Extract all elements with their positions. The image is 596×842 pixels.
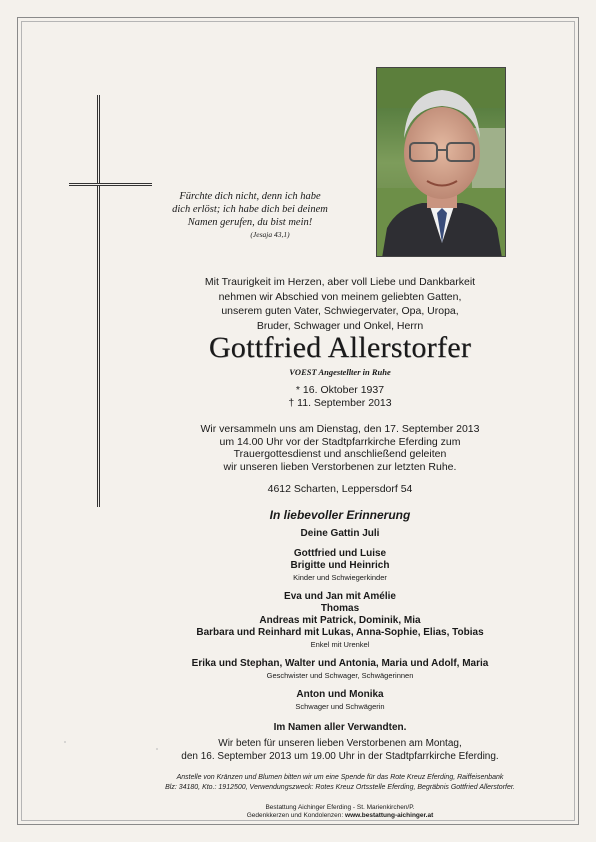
- closing-line: den 16. September 2013 um 19.00 Uhr in der Stadtpfarrkirche Eferding.: [181, 750, 499, 762]
- siblings-line: Erika und Stephan, Walter und Antonia, Maria und Adolf, Maria: [191, 658, 489, 669]
- website-link[interactable]: www.bestattung-aichinger.at: [345, 812, 434, 819]
- portrait-image: [377, 68, 506, 257]
- children-line: Brigitte und Heinrich: [290, 560, 390, 571]
- closing-line: Wir beten für unseren lieben Verstorbenen am Montag,: [218, 738, 462, 749]
- children-line: Gottfried und Luise: [293, 548, 387, 559]
- occupation: VOEST Angestellter in Ruhe: [289, 367, 391, 377]
- donation-note: [140, 773, 540, 792]
- donation-line: Blz: 34180, Kto.: 1912500, Verwendungszweck: Rotes Kreuz Ortsstelle Eferding, Begräbnis Gottfried Allerstorfer.: [165, 783, 515, 791]
- children-label: Kinder und Schwiegerkinder: [293, 573, 387, 582]
- deceased-name: Gottfried Allerstorfer: [208, 331, 472, 364]
- closing-text: [140, 738, 540, 763]
- intro-line: nehmen wir Abschied von meinem geliebten Gatten,: [218, 290, 462, 303]
- grandchildren-line: Andreas mit Patrick, Dominik, Mia: [259, 615, 421, 626]
- verse-line: Namen gerufen, du bist mein!: [187, 217, 313, 228]
- intro-text: [140, 275, 540, 333]
- cross-horizontal-bar: [69, 183, 152, 186]
- grandchildren-label: Enkel mit Urenkel: [310, 640, 370, 649]
- portrait-photo: [376, 67, 506, 257]
- inlaws-label: Schwager und Schwägerin: [295, 702, 385, 711]
- relatives-line: Im Namen aller Verwandten.: [273, 722, 407, 733]
- siblings-label: Geschwister und Schwager, Schwägerinnen: [266, 671, 414, 680]
- cross-vertical-bar: [97, 95, 100, 507]
- verse-source: (Jesaja 43,1): [250, 230, 290, 239]
- grandchildren-line: Eva und Jan mit Amélie: [284, 591, 396, 602]
- intro-line: unserem guten Vater, Schwiegervater, Opa, Uropa,: [221, 305, 459, 317]
- wife: Deine Gattin Juli: [300, 528, 380, 539]
- grandchildren-line: Thomas: [320, 603, 360, 614]
- intro-line: Mit Traurigkeit im Herzen, aber voll Liebe und Dankbarkeit: [204, 276, 476, 288]
- grandchildren-line: Barbara und Reinhard mit Lukas, Anna-Sophie, Elias, Tobias: [196, 627, 484, 638]
- footer-line: Bestattung Aichinger Eferding - St. Marienkirchen/P.: [265, 804, 415, 811]
- life-dates: [140, 384, 540, 410]
- speck: [64, 741, 66, 743]
- verse-line: dich erlöst; ich habe dich bei deinem: [172, 204, 328, 215]
- address: 4612 Scharten, Leppersdorf 54: [267, 483, 413, 495]
- memory-heading: In liebevoller Erinnerung: [269, 508, 411, 522]
- intro-line: Bruder, Schwager und Onkel, Herrn: [256, 319, 424, 332]
- family-list: [140, 528, 540, 734]
- ceremony-line: Wir versammeln uns am Dienstag, den 17. September 2013: [200, 423, 480, 435]
- ceremony-text: [140, 423, 540, 473]
- inlaws-line: Anton und Monika: [296, 689, 384, 700]
- ceremony-line: um 14.00 Uhr vor der Stadtpfarrkirche Eferding zum: [219, 435, 461, 448]
- death-date: † 11. September 2013: [288, 397, 392, 409]
- donation-line: Anstelle von Kränzen und Blumen bitten wir um eine Spende für das Rote Kreuz Eferding, Raiffeisenbank: [176, 774, 504, 781]
- speck: [156, 748, 158, 750]
- bible-verse: [140, 190, 360, 240]
- birth-date: * 16. Oktober 1937: [295, 384, 385, 396]
- footer-line: [140, 812, 540, 820]
- ceremony-line: Trauergottesdienst und anschließend geleiten: [233, 448, 447, 460]
- ceremony-line: wir unseren lieben Verstorbenen zur letzten Ruhe.: [223, 460, 457, 473]
- verse-line: Fürchte dich nicht, denn ich habe: [179, 191, 321, 202]
- footer: [140, 804, 540, 820]
- footer-prefix: Gedenkkerzen und Kondolenzen:: [246, 812, 346, 819]
